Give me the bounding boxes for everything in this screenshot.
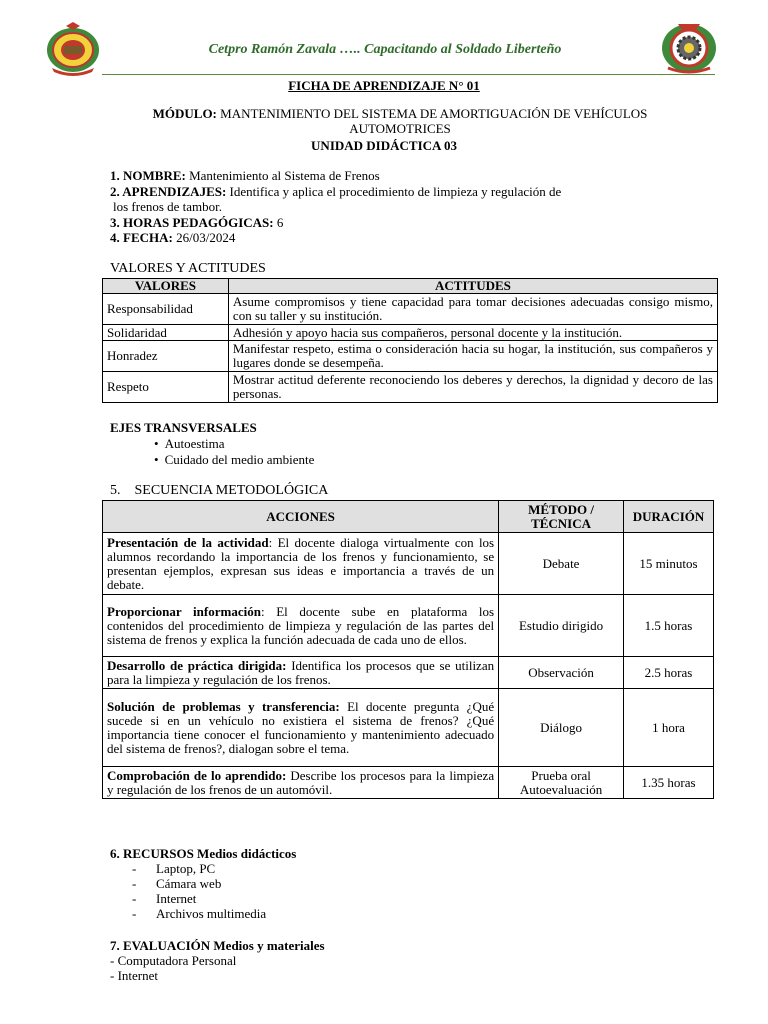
ficha-title	[0, 78, 768, 94]
fecha-value: 26/03/2024	[176, 230, 236, 245]
table-header-row	[103, 501, 714, 533]
accion-bold: Solución de problemas y transferencia:	[107, 698, 340, 714]
metodo-line-2: Autoevaluación	[519, 781, 603, 797]
duracion-cell: 2.5 horas	[624, 657, 714, 689]
list-item: - Internet	[132, 891, 296, 906]
ejes-transversales	[110, 420, 314, 468]
list-item: - Computadora Personal	[110, 953, 237, 968]
accion-cell	[103, 657, 499, 689]
valor-cell: Respeto	[103, 372, 229, 403]
accion-text: Describe los procesos para la limpieza y regulación de los frenos de un automóvil.	[107, 767, 495, 797]
list-item: - Cámara web	[132, 876, 296, 891]
actitudes-header: ACTITUDES	[228, 279, 717, 294]
aprendizajes-label: 2. APRENDIZAJES:	[110, 183, 227, 199]
accion-cell	[103, 533, 499, 595]
modulo-value: MANTENIMIENTO DEL SISTEMA DE AMORTIGUACIÓN DE VEHÍCULOS AUTOMOTRICES	[220, 106, 648, 136]
modulo-heading	[120, 106, 680, 136]
secuencia-table	[102, 500, 714, 799]
metodo-header: MÉTODO / TÉCNICA	[499, 501, 624, 533]
duracion-cell: 1.5 horas	[624, 595, 714, 657]
accion-cell	[103, 689, 499, 767]
accion-cell	[103, 767, 499, 799]
list-item: - Internet	[110, 968, 159, 983]
valores-section-title: VALORES Y ACTITUDES	[110, 261, 266, 276]
aprendizajes-value: Identifica y aplica el procedimiento de limpieza y regulación de	[229, 183, 562, 199]
accion-bold: Presentación de la actividad	[107, 534, 269, 550]
list-item: - Laptop, PC	[132, 861, 296, 876]
ficha-title-text: FICHA DE APRENDIZAJE N° 01	[288, 78, 480, 93]
actitud-cell: Adhesión y apoyo hacia sus compañeros, personal docente y la institución.	[228, 325, 717, 341]
duracion-cell: 1.35 horas	[624, 767, 714, 799]
table-row	[103, 689, 714, 767]
list-item: • Cuidado del medio ambiente	[166, 452, 314, 468]
duracion-cell: 15 minutos	[624, 533, 714, 595]
table-row	[103, 294, 718, 325]
actitud-cell: Manifestar respeto, estima o consideración hacia su hogar, la institución, sus compañeros y lugares donde se desempeña.	[228, 341, 717, 372]
metodo-cell: Estudio dirigido	[499, 595, 624, 657]
modulo-label: MÓDULO:	[152, 106, 217, 121]
valor-cell: Responsabilidad	[103, 294, 229, 325]
info-fecha	[110, 230, 730, 246]
nombre-label: 1. NOMBRE:	[110, 168, 186, 183]
table-row	[103, 767, 714, 799]
nombre-value: Mantenimiento al Sistema de Frenos	[189, 168, 380, 183]
table-row	[103, 341, 718, 372]
accion-bold: Proporcionar información	[107, 603, 261, 619]
metodo-cell	[499, 767, 624, 799]
ejes-list	[110, 436, 314, 468]
table-row	[103, 325, 718, 341]
info-block	[110, 168, 730, 246]
acciones-header: ACCIONES	[103, 501, 499, 533]
valores-header: VALORES	[103, 279, 229, 294]
info-aprendizajes	[110, 184, 730, 200]
info-nombre	[110, 168, 730, 184]
metodo-line-1: Prueba oral	[531, 767, 591, 783]
metodo-cell: Observación	[499, 657, 624, 689]
valor-cell: Honradez	[103, 341, 229, 372]
evaluacion-title: 7. EVALUACIÓN Medios y materiales	[110, 938, 325, 953]
accion-bold: Comprobación de lo aprendido:	[107, 767, 287, 783]
table-row	[103, 372, 718, 403]
list-item: - Archivos multimedia	[132, 906, 296, 921]
duracion-cell: 1 hora	[624, 689, 714, 767]
table-header-row	[103, 279, 718, 294]
accion-text: : El docente sube en plataforma los contenidos del procedimiento de limpieza y regulación de las partes del sistema de frenos y explica la función adecuada de cada uno de ellos.	[107, 603, 495, 647]
accion-text: El docente pregunta ¿Qué sucede si en un vehículo no existiera el sistema de frenos? ¿Qué importancia tiene conocer el funcionamiento y mantenimiento adecuado del sistema de frenos?, dialogan sobre el tema.	[107, 698, 495, 756]
accion-bold: Desarrollo de práctica dirigida:	[107, 657, 287, 673]
unidad-heading: UNIDAD DIDÁCTICA 03	[311, 138, 457, 153]
evaluacion-section	[110, 938, 325, 983]
ejes-title: EJES TRANSVERSALES	[110, 420, 257, 435]
recursos-list	[110, 861, 296, 921]
metodo-cell: Diálogo	[499, 689, 624, 767]
header-title: Cetpro Ramón Zavala ….. Capacitando al Soldado Liberteño	[208, 42, 562, 57]
actitud-cell: Asume compromisos y tiene capacidad para tomar decisiones adecuadas consigo mismo, con su taller y su institución.	[228, 294, 717, 325]
horas-value: 6	[276, 214, 284, 230]
valor-cell: Solidaridad	[103, 325, 229, 341]
accion-text: Identifica los procesos que se utilizan para la limpieza y regulación de los frenos.	[107, 657, 495, 687]
info-aprendizajes-cont: los frenos de tambor.	[113, 199, 223, 214]
recursos-title: 6. RECURSOS Medios didácticos	[110, 846, 297, 861]
actitud-cell: Mostrar actitud deferente reconociendo los deberes y derechos, la dignidad y decoro de las personas.	[228, 372, 717, 403]
table-row	[103, 595, 714, 657]
duracion-header: DURACIÓN	[624, 501, 714, 533]
secuencia-title: SECUENCIA METODOLÓGICA	[134, 483, 329, 498]
cetpro-logo-right-icon	[658, 18, 720, 74]
metodo-cell: Debate	[499, 533, 624, 595]
recursos-section	[110, 846, 296, 921]
header	[40, 14, 730, 76]
accion-text: : El docente dialoga virtualmente con los alumnos recordando la importancia de los frenos y funcionamiento, se presentan ejemplos, expresan sus ideas e importancia a través de un debate.	[107, 534, 495, 592]
fecha-label: 4. FECHA:	[110, 230, 173, 245]
table-row	[103, 657, 714, 689]
info-horas	[110, 215, 730, 231]
secuencia-number: 5.	[110, 483, 121, 498]
table-row	[103, 533, 714, 595]
valores-table	[102, 278, 718, 403]
horas-label: 3. HORAS PEDAGÓGICAS:	[110, 214, 274, 230]
header-divider	[102, 74, 715, 75]
list-item: • Autoestima	[166, 436, 314, 452]
cetpro-logo-left-icon	[42, 20, 104, 76]
secuencia-section-title	[110, 483, 328, 499]
accion-cell	[103, 595, 499, 657]
